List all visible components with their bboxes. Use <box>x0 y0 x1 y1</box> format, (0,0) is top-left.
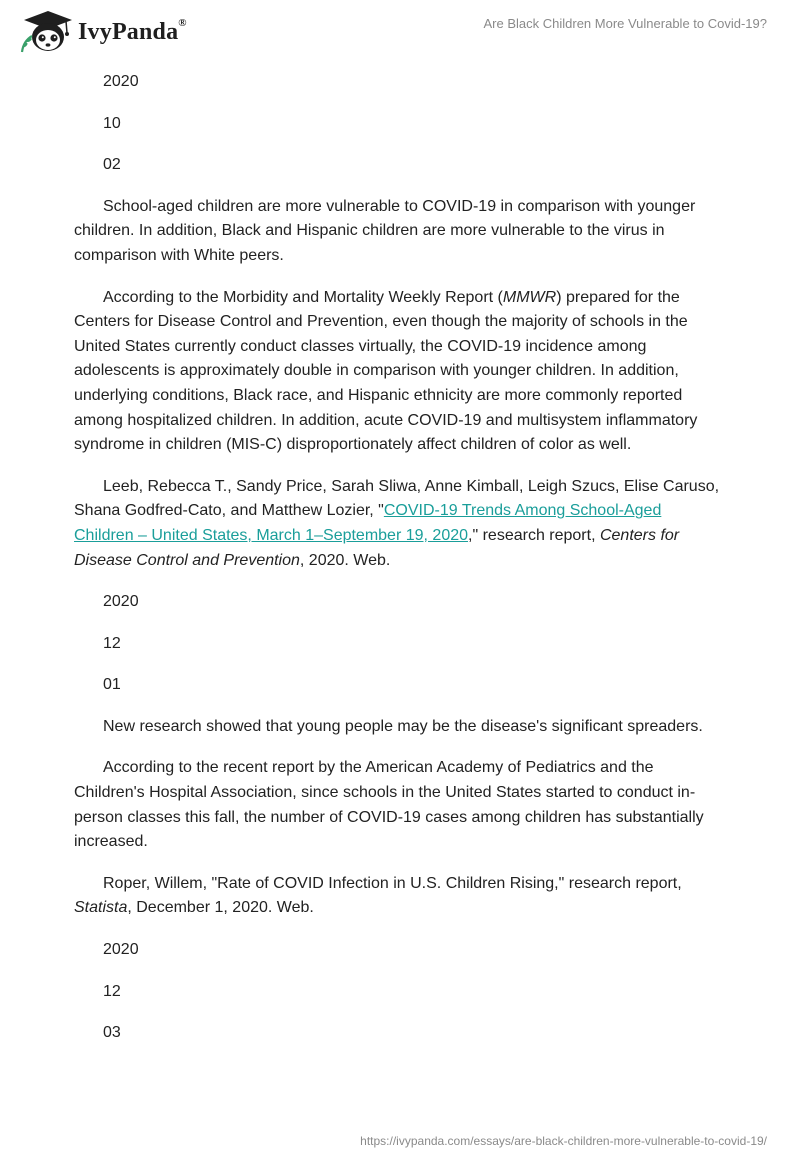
entry-year: 2020 <box>103 73 139 90</box>
entry-day: 02 <box>103 156 121 174</box>
detail-paragraph: According to the recent report by the American Academy of Pediatrics and the Children's Hospital Association, since schools in the United States started to conduct in-person classes this fall, the number of COVID-19 cases among children has substantially increased. <box>74 759 704 851</box>
entry-year: 2020 <box>103 941 139 959</box>
entry-month: 12 <box>103 634 121 652</box>
footer-url: https://ivypanda.com/essays/are-black-children-more-vulnerable-to-covid-19/ <box>360 1134 767 1148</box>
brand-name[interactable]: IvyPanda® <box>78 17 187 45</box>
summary-paragraph: School-aged children are more vulnerable to COVID-19 in comparison with younger children. In addition, Black and Hispanic children are more vulnerable to the virus in comparison with White peers. <box>74 197 696 264</box>
source-link[interactable]: COVID-19 Trends Among School-Aged Children – United States, March 1–September 19, 2020 <box>74 502 662 544</box>
entry-day: 03 <box>103 1024 121 1042</box>
summary-paragraph: New research showed that young people may be the disease's significant spreaders. <box>103 717 703 735</box>
document-body <box>74 70 724 1063</box>
entry-year: 2020 <box>103 593 139 611</box>
entry-month: 10 <box>103 114 121 132</box>
entry-day: 01 <box>103 676 121 694</box>
entry-month: 12 <box>103 982 121 1000</box>
document-title: Are Black Children More Vulnerable to Covid-19? <box>483 16 767 31</box>
detail-paragraph: According to the Morbidity and Mortality Weekly Report (MMWR) prepared for the Centers for Disease Control and Prevention, even though the majority of schools in the United States currently conduct classes virtually, the COVID-19 incidence among adolescents is approximately double in comparison with younger children. In addition, underlying conditions, Black race, and Hispanic ethnicity are more commonly reported among hospitalized children. In addition, acute COVID-19 and multisystem inflammatory syndrome in children (MIS-C) disproportionately affect children of color as well. <box>74 288 698 454</box>
source-citation: Roper, Willem, "Rate of COVID Infection in U.S. Children Rising," research report, Statista, December 1, 2020. Web. <box>74 874 682 917</box>
page-header <box>0 0 800 70</box>
source-citation: Leeb, Rebecca T., Sandy Price, Sarah Sliwa, Anne Kimball, Leigh Szucs, Elise Caruso, Shana Godfred-Cato, and Matthew Lozier, "COVID-19 Trends Among School-Aged Children – United States, March 1–September 19, 2020," research report, Centers for Disease Control and Prevention, 2020. Web. <box>74 477 720 569</box>
ivypanda-logo-icon[interactable] <box>14 8 78 54</box>
